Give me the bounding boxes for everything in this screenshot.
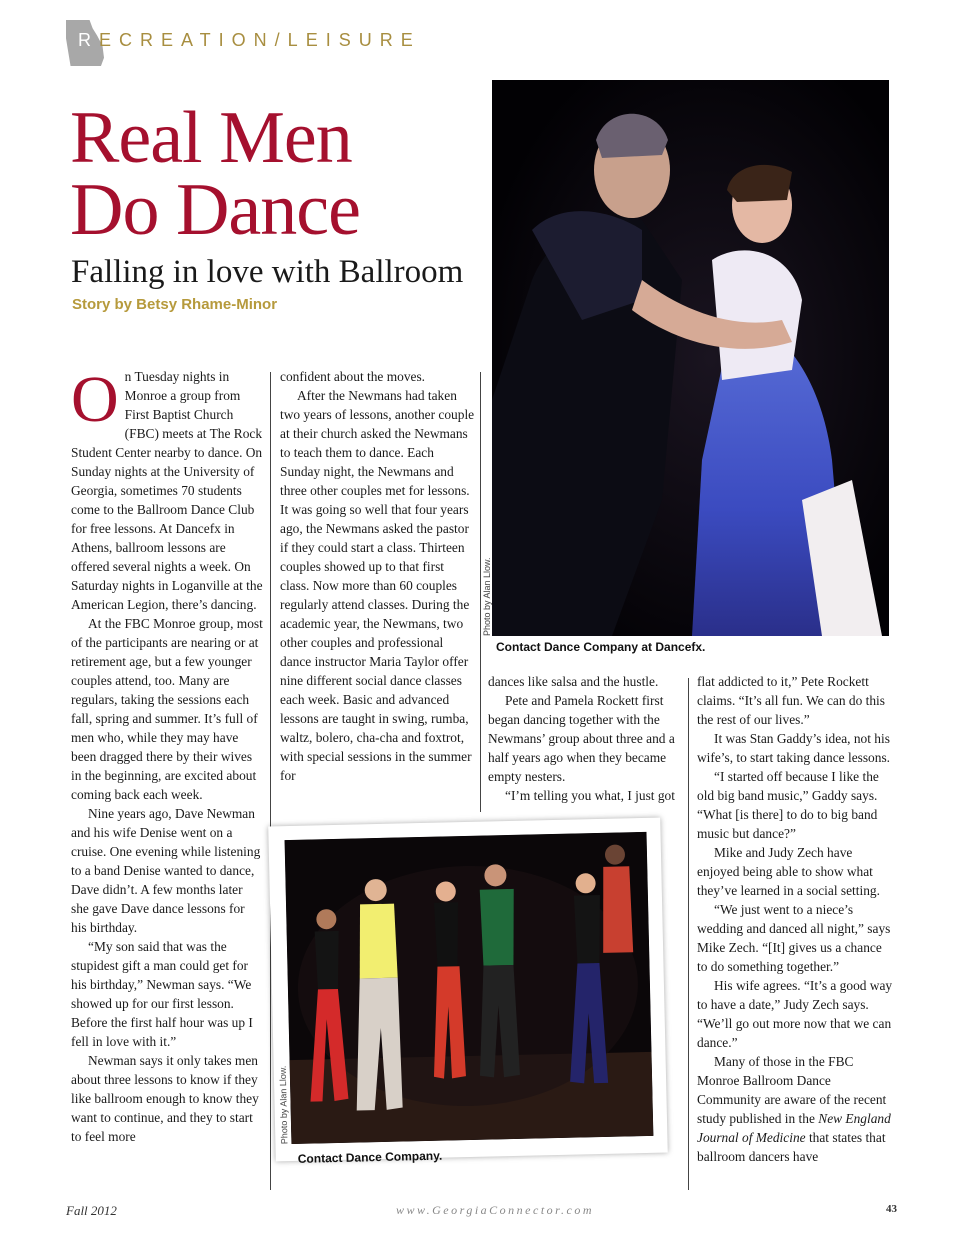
paragraph: confident about the moves. xyxy=(280,369,426,384)
dance-group-image xyxy=(285,832,654,1144)
paragraph: Mike and Judy Zech have enjoyed being able to show what they’ve learned in a social setting. xyxy=(697,845,880,898)
paragraph: “We just went to a niece’s wedding and danced all night,” says Mike Zech. “[It] gives us a chance to do something together.” xyxy=(697,902,891,974)
article-column-3 xyxy=(488,672,684,805)
article-column-4 xyxy=(697,672,893,1166)
caption-bottom: Contact Dance Company. xyxy=(297,1148,443,1166)
dancing-couple-image xyxy=(492,80,889,636)
paragraph: Newman says it only takes men about three lessons to know if they like ballroom enough to know they want to continue, and they to start to feel more xyxy=(71,1053,259,1144)
paragraph: At the FBC Monroe group, most of the participants are nearing or at retirement age, but a few younger couples attend, too. Many are regulars, taking the sessions each fall, spring and summer. It’s full of men who, while they may have been dragged there by their wives in the beginning, are excited about coming back each week. xyxy=(71,616,263,802)
paragraph: It was Stan Gaddy’s idea, not his wife’s, to start taking dance lessons. xyxy=(697,731,891,765)
column-rule xyxy=(480,372,481,812)
paragraph: n Tuesday nights in Monroe a group from First Baptist Church (FBC) meets at The Rock Student Center nearby to dance. On Sunday nights at the University of Georgia, sometimes 70 students come to the Ballroom Dance Club for free lessons. At Dancefx in Athens, ballroom lessons are offered several nights a week. On Saturday nights in Loganville at the American Legion, there’s dancing. xyxy=(71,369,263,612)
paragraph: “I’m telling you what, I just got xyxy=(505,788,675,803)
photo-credit-bottom: Photo by Alan Llow. xyxy=(277,1065,290,1145)
photo-dancing-couple xyxy=(492,80,889,636)
paragraph: “I started off because I like the old big band music,” Gaddy says. “What [is there] to do to big band music but dance?” xyxy=(697,769,879,841)
caption-top: Contact Dance Company at Dancefx. xyxy=(496,640,706,654)
column-rule xyxy=(270,372,271,1190)
website-url[interactable]: www.GeorgiaConnector.com xyxy=(396,1203,594,1217)
paragraph: His wife agrees. “It’s a good way to have a date,” Judy Zech says. “We’ll go out more now that we can dance.” xyxy=(697,978,893,1050)
photo-frame-dance-group xyxy=(268,818,667,1166)
column-rule xyxy=(688,678,689,1190)
paragraph: Pete and Pamela Rockett first began dancing together with the Newmans’ group about three and a half years ago when they became empty nesters. xyxy=(488,693,675,784)
page-number: 43 xyxy=(886,1203,897,1215)
paragraph: “My son said that was the stupidest gift a man could get for his birthday,” Newman says. “We showed up for our first lesson. Before the first half hour was up I fell in love with it.” xyxy=(71,939,253,1049)
paragraph: flat addicted to it,” Pete Rockett claims. “It’s all fun. We can do this the rest of our lives.” xyxy=(697,674,885,727)
article-subtitle: Falling in love with Ballroom xyxy=(71,254,464,290)
issue-date: Fall 2012 xyxy=(66,1203,117,1218)
byline: Story by Betsy Rhame-Minor xyxy=(72,296,278,313)
title-line-1: Real Men xyxy=(70,97,352,179)
section-header xyxy=(64,20,421,66)
section-label: RECREATION/LEISURE xyxy=(78,30,421,50)
paragraph: Many of those in the FBC Monroe Ballroom Dance Community are aware of the recent study published in the New England Journal of Medicine that states that ballroom dancers have xyxy=(697,1054,891,1164)
paragraph: Nine years ago, Dave Newman and his wife Denise went on a cruise. One evening while listening to a band Denise wanted to dance, Dave didn’t. A few months later she gave Dave dance lessons for his birthday. xyxy=(71,806,261,935)
photo-credit-top: Photo by Alan Llow. xyxy=(482,557,492,636)
drop-cap: O xyxy=(71,363,119,436)
photo-dance-group xyxy=(285,832,654,1144)
paragraph: After the Newmans had taken two years of lessons, another couple at their church asked the Newmans to teach them to dance. Each Sunday night, the Newmans and three other couples met for lessons. It was going so well that four years ago, the Newmans asked the pastor if they could start a class. Thirteen couples showed up to that first class. Now more than 60 couples regularly attend classes. During the academic year, the Newmans, two other couples and professional dance instructor Maria Taylor offer nine different social dance classes each week. Basic and advanced lessons are taught in swing, rumba, waltz, bolero, cha-cha and foxtrot, with special sessions in the summer for xyxy=(280,388,475,783)
article-title xyxy=(70,97,360,251)
title-line-2: Do Dance xyxy=(70,169,360,251)
article-column-1 xyxy=(71,363,263,1146)
paragraph: dances like salsa and the hustle. xyxy=(488,674,659,689)
article-column-2 xyxy=(280,367,476,785)
